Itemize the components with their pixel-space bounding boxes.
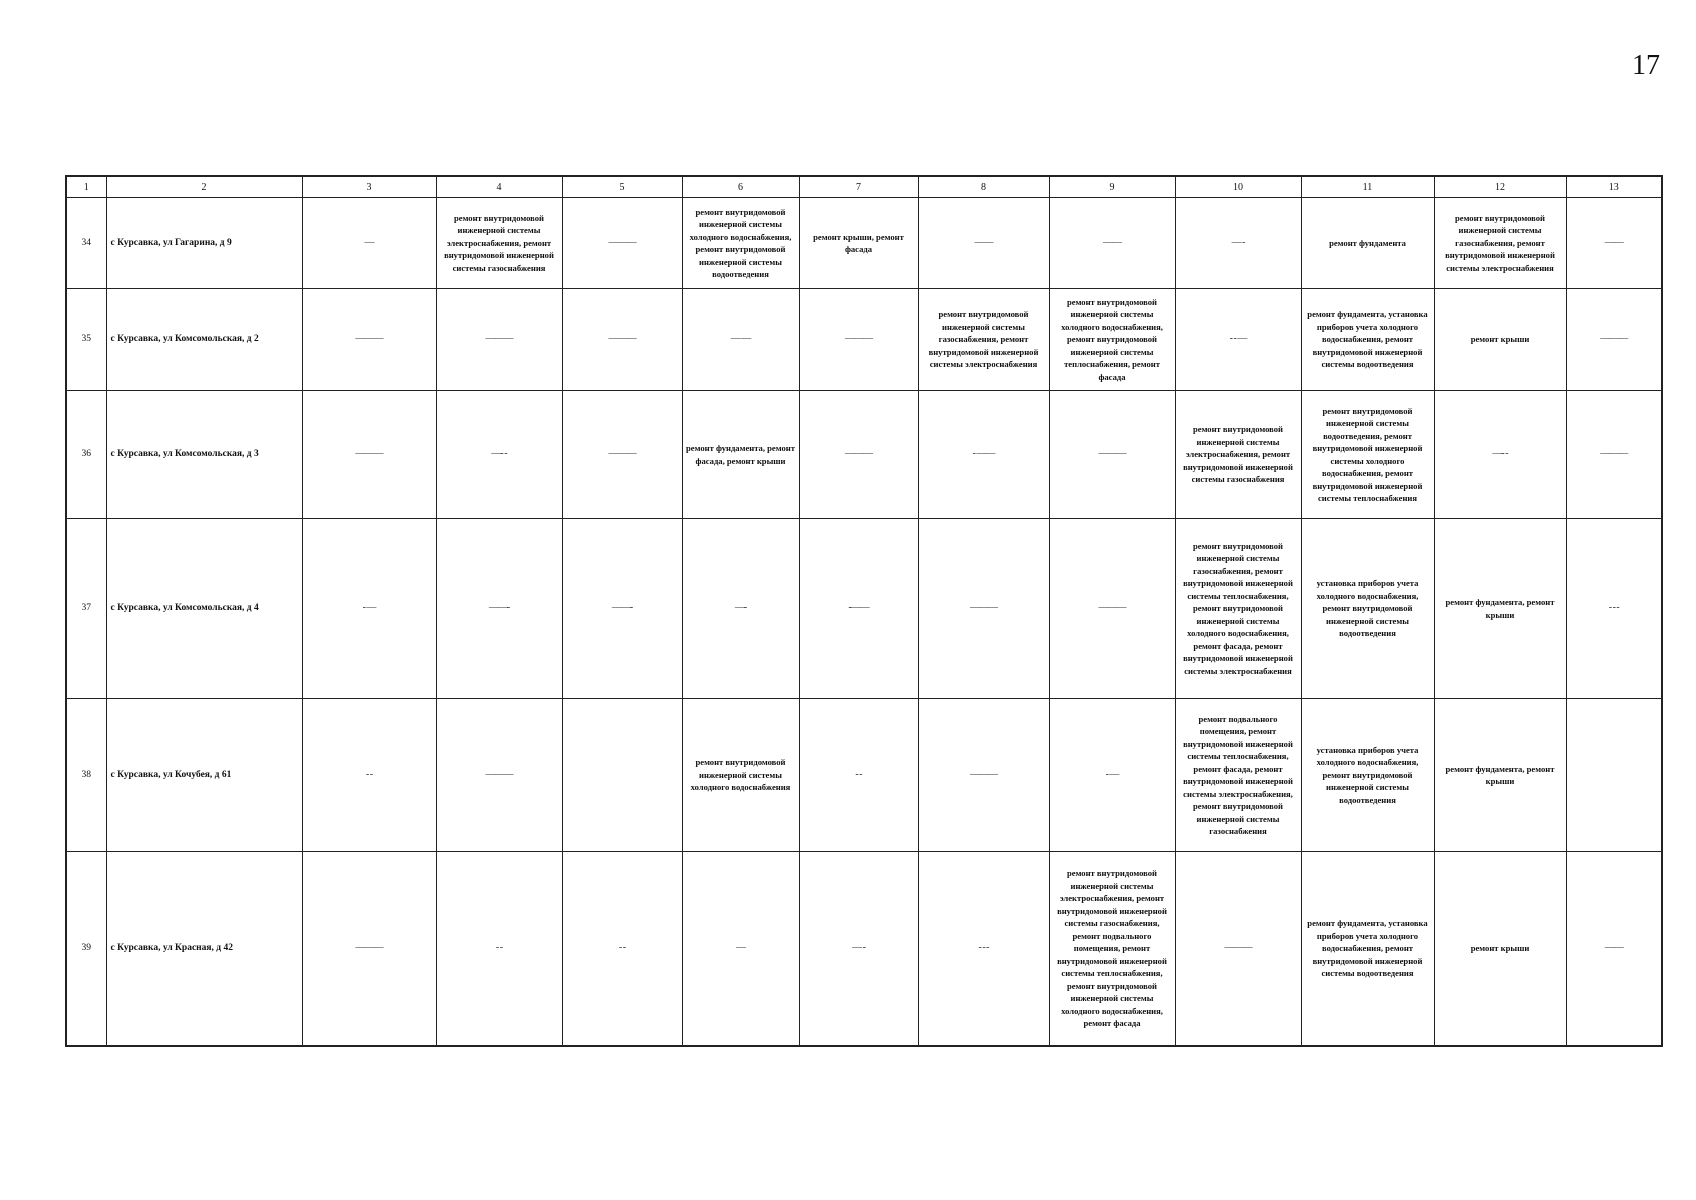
work-description-cell: ремонт фундамента	[1301, 198, 1434, 289]
empty-cell: - - —	[1175, 289, 1301, 391]
column-number-header	[66, 176, 1662, 198]
address-cell: с Курсавка, ул Кочубея, д 61	[106, 699, 302, 852]
page-number: 17	[1632, 50, 1660, 81]
empty-cell: ——	[918, 198, 1049, 289]
empty-cell: ——-	[436, 519, 562, 699]
empty-cell: ———	[918, 699, 1049, 852]
empty-cell: ——-	[562, 519, 682, 699]
empty-cell: -——	[799, 519, 918, 699]
empty-cell: ———	[1566, 391, 1662, 519]
empty-cell: - -	[799, 699, 918, 852]
empty-cell: —-	[682, 519, 799, 699]
empty-cell: - ——	[918, 391, 1049, 519]
empty-cell: — -	[799, 852, 918, 1046]
empty-cell: - - -	[918, 852, 1049, 1046]
empty-cell: —- -	[436, 391, 562, 519]
empty-cell: ———	[436, 699, 562, 852]
empty-cell: ———	[562, 391, 682, 519]
work-description-cell: ремонт фундамента, ремонт крыши	[1434, 519, 1566, 699]
work-description-cell: ремонт внутридомовой инженерной системы водоотведения, ремонт внутридомовой инженерной системы холодного водоснабжения, ремонт внутридомовой инженерной системы теплоснабжения	[1301, 391, 1434, 519]
work-description-cell: ремонт внутридомовой инженерной системы электроснабжения, ремонт внутридомовой инженерной системы газоснабжения, ремонт подвального помещения, ремонт внутридомовой инженерной системы теплоснабжения, ремонт внутридомовой инженерной системы холодного водоснабжения, ремонт фасада	[1049, 852, 1175, 1046]
empty-cell: ——	[1049, 198, 1175, 289]
empty-cell: ———	[302, 852, 436, 1046]
empty-cell	[562, 699, 682, 852]
table-row	[66, 289, 1662, 391]
work-description-cell: ремонт внутридомовой инженерной системы газоснабжения, ремонт внутридомовой инженерной системы теплоснабжения, ремонт внутридомовой инженерной системы холодного водоснабжения, ремонт фасада, ремонт внутридомовой инженерной системы электроснабжения	[1175, 519, 1301, 699]
empty-cell: ———	[918, 519, 1049, 699]
empty-cell: ———	[436, 289, 562, 391]
work-description-cell: ремонт внутридомовой инженерной системы электроснабжения, ремонт внутридомовой инженерной системы газоснабжения	[1175, 391, 1301, 519]
address-cell: с Курсавка, ул Гагарина, д 9	[106, 198, 302, 289]
empty-cell: ———	[799, 289, 918, 391]
table-row	[66, 699, 1662, 852]
column-number: 2	[106, 176, 302, 198]
work-description-cell: ремонт фундамента, ремонт фасада, ремонт крыши	[682, 391, 799, 519]
empty-cell	[1566, 699, 1662, 852]
empty-cell: ———	[302, 289, 436, 391]
work-description-cell: ремонт фундамента, ремонт крыши	[1434, 699, 1566, 852]
empty-cell: - - -	[1566, 519, 1662, 699]
work-description-cell: ремонт внутридомовой инженерной системы холодного водоснабжения, ремонт внутридомовой инженерной системы водоотведения	[682, 198, 799, 289]
work-description-cell: ремонт фундамента, установка приборов учета холодного водоснабжения, ремонт внутридомовой инженерной системы водоотведения	[1301, 852, 1434, 1046]
address-cell: с Курсавка, ул Комсомольская, д 3	[106, 391, 302, 519]
empty-cell: - -	[562, 852, 682, 1046]
row-number: 38	[66, 699, 106, 852]
empty-cell: ———	[799, 391, 918, 519]
column-number: 5	[562, 176, 682, 198]
row-number: 35	[66, 289, 106, 391]
work-description-cell: ремонт крыши	[1434, 289, 1566, 391]
empty-cell: —- -	[1434, 391, 1566, 519]
work-description-cell: установка приборов учета холодного водоснабжения, ремонт внутридомовой инженерной системы водоотведения	[1301, 699, 1434, 852]
row-number: 34	[66, 198, 106, 289]
empty-cell: — -	[1175, 198, 1301, 289]
column-number: 3	[302, 176, 436, 198]
empty-cell: ———	[1049, 519, 1175, 699]
work-description-cell: ремонт крыши	[1434, 852, 1566, 1046]
column-number: 11	[1301, 176, 1434, 198]
empty-cell: — —	[682, 289, 799, 391]
empty-cell: ———	[1566, 289, 1662, 391]
address-cell: с Курсавка, ул Комсомольская, д 2	[106, 289, 302, 391]
repair-schedule-table	[65, 175, 1663, 1047]
empty-cell: ———	[562, 198, 682, 289]
column-number: 7	[799, 176, 918, 198]
column-number: 10	[1175, 176, 1301, 198]
empty-cell: - -	[436, 852, 562, 1046]
row-number: 36	[66, 391, 106, 519]
column-number: 9	[1049, 176, 1175, 198]
empty-cell: ———	[562, 289, 682, 391]
column-number: 6	[682, 176, 799, 198]
column-number: 13	[1566, 176, 1662, 198]
empty-cell: —	[682, 852, 799, 1046]
empty-cell: —	[302, 198, 436, 289]
table-row	[66, 198, 1662, 289]
work-description-cell: ремонт внутридомовой инженерной системы газоснабжения, ремонт внутридомовой инженерной системы электроснабжения	[1434, 198, 1566, 289]
empty-cell: - —	[302, 519, 436, 699]
column-number: 4	[436, 176, 562, 198]
work-description-cell: ремонт подвального помещения, ремонт внутридомовой инженерной системы теплоснабжения, ремонт фасада, ремонт внутридомовой инженерной системы электроснабжения, ремонт внутридомовой инженерной системы газоснабжения	[1175, 699, 1301, 852]
address-cell: с Курсавка, ул Комсомольская, д 4	[106, 519, 302, 699]
work-description-cell: ремонт фундамента, установка приборов учета холодного водоснабжения, ремонт внутридомовой инженерной системы водоотведения	[1301, 289, 1434, 391]
work-description-cell: ремонт внутридомовой инженерной системы газоснабжения, ремонт внутридомовой инженерной системы электроснабжения	[918, 289, 1049, 391]
work-description-cell: ремонт внутридомовой инженерной системы электроснабжения, ремонт внутридомовой инженерной системы газоснабжения	[436, 198, 562, 289]
column-number: 1	[66, 176, 106, 198]
work-description-cell: ремонт внутридомовой инженерной системы холодного водоснабжения	[682, 699, 799, 852]
row-number: 37	[66, 519, 106, 699]
work-description-cell: ремонт внутридомовой инженерной системы холодного водоснабжения, ремонт внутридомовой инженерной системы теплоснабжения, ремонт фасада	[1049, 289, 1175, 391]
empty-cell: ——	[1566, 852, 1662, 1046]
address-cell: с Курсавка, ул Красная, д 42	[106, 852, 302, 1046]
empty-cell: ———	[1049, 391, 1175, 519]
table-body	[66, 198, 1662, 1046]
work-description-cell: установка приборов учета холодного водоснабжения, ремонт внутридомовой инженерной системы водоотведения	[1301, 519, 1434, 699]
empty-cell: ———	[1175, 852, 1301, 1046]
empty-cell: ——	[1566, 198, 1662, 289]
empty-cell: - —	[1049, 699, 1175, 852]
table-row	[66, 852, 1662, 1046]
row-number: 39	[66, 852, 106, 1046]
empty-cell: ———	[302, 391, 436, 519]
table-row	[66, 391, 1662, 519]
column-number: 8	[918, 176, 1049, 198]
column-number: 12	[1434, 176, 1566, 198]
work-description-cell: ремонт крыши, ремонт фасада	[799, 198, 918, 289]
table-row	[66, 519, 1662, 699]
empty-cell: - -	[302, 699, 436, 852]
